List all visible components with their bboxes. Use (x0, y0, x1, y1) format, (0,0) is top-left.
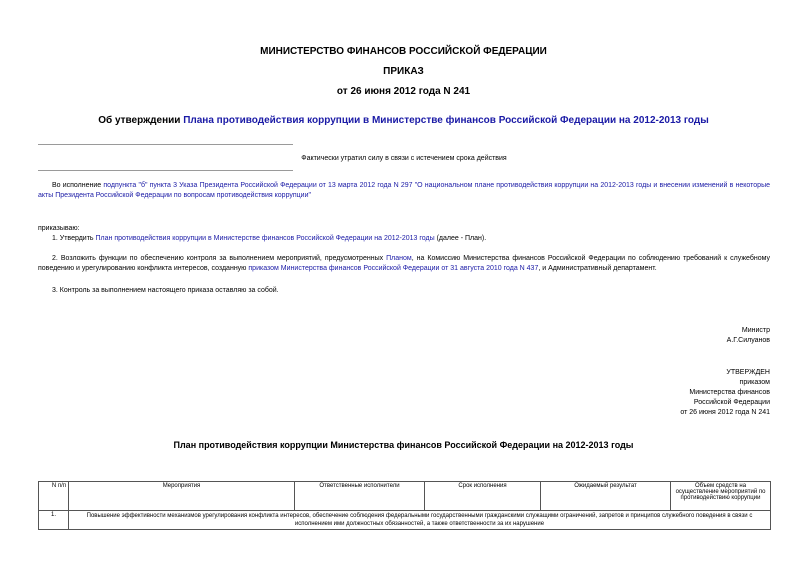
signature-name: А.Г.Силуанов (726, 337, 770, 344)
item-3: 3. Контроль за выполнением настоящего приказа оставляю за собой. (52, 287, 279, 294)
table-header-row (39, 482, 771, 511)
approval-line-3: Министерства финансов (689, 389, 770, 396)
signature-position: Министр (741, 327, 770, 334)
approval-line-4: Российской Федерации (693, 399, 770, 406)
approval-line-2: приказом (739, 379, 770, 386)
item-2-middle: , на Комиссию Министерства финансов Российской Федерации по соблюдению требований к служебному поведению и урегулированию конфликта интересов, созданную (38, 255, 770, 272)
approval-line-1: УТВЕРЖДЕН (726, 369, 770, 376)
order-heading: ПРИКАЗ (383, 66, 424, 77)
section-title: Повышение эффективности механизмов урегулирования конфликта интересов, обеспечение соблюдения федеральными государственными гражданскими служащими ограничений, запретов и принципов служебного поведения в связи с исполнением ими должностных обязанностей, а также ответственности за их нарушение (69, 511, 771, 530)
item-1-prefix: 1. Утвердить (52, 235, 96, 242)
divider-bottom (38, 170, 293, 171)
decree-link[interactable]: подпункта "б" пункта 3 Указа Президента Российской Федерации от 13 марта 2012 года N 297 "О национальном плане противодействия коррупции на 2012-2013 годы и внесении изменений в некоторые акты Президента Российской Федерации по вопросам противодействия коррупции" (38, 182, 770, 199)
plan-title: План противодействия коррупции Министерства финансов Российской Федерации на 2012-2013 годы (173, 440, 634, 450)
header-funding: Объем средств на осуществление мероприятий по противодействию коррупции (671, 482, 771, 511)
header-executors: Ответственные исполнители (295, 482, 425, 511)
item-2-suffix: , и Административный департамент. (538, 265, 657, 272)
signature-block (727, 326, 770, 346)
plan-ref-link[interactable]: Планом (386, 255, 412, 262)
order-word: приказываю: (38, 225, 80, 232)
order-437-link[interactable]: приказом Министерства финансов Российской Федерации от 31 августа 2010 года N 437 (248, 265, 539, 272)
item-1 (38, 234, 770, 244)
header-num: N п/п (39, 482, 69, 511)
document-title (0, 115, 807, 126)
divider-top (38, 144, 293, 145)
plan-table (38, 481, 771, 530)
preamble-intro: Во исполнение (52, 182, 104, 189)
title-link[interactable]: Плана противодействия коррупции в Министерстве финансов Российской Федерации на 2012-2013 годы (183, 115, 709, 126)
header-result: Ожидаемый результат (541, 482, 671, 511)
table-row (39, 511, 771, 530)
header-deadline: Срок исполнения (425, 482, 541, 511)
item-2-prefix: 2. Возложить функции по обеспечению контроля за выполнением мероприятий, предусмотренных (52, 255, 387, 262)
title-prefix: Об утверждении (98, 115, 184, 126)
approval-block (680, 368, 770, 418)
approval-line-5: от 26 июня 2012 года N 241 (680, 409, 770, 416)
item-1-suffix: (далее - План). (434, 235, 487, 242)
order-date: от 26 июня 2012 года N 241 (336, 86, 471, 97)
preamble (38, 181, 770, 201)
row-num: 1. (39, 511, 69, 530)
plan-link[interactable]: План противодействия коррупции в Министерстве финансов Российской Федерации на 2012-2013 годы (95, 235, 435, 242)
header-measures: Мероприятия (69, 482, 295, 511)
ministry-heading: МИНИСТЕРСТВО ФИНАНСОВ РОССИЙСКОЙ ФЕДЕРАЦИИ (260, 46, 547, 57)
status-note: Фактически утратил силу в связи с истечением срока действия (301, 155, 507, 162)
item-2 (38, 254, 770, 274)
